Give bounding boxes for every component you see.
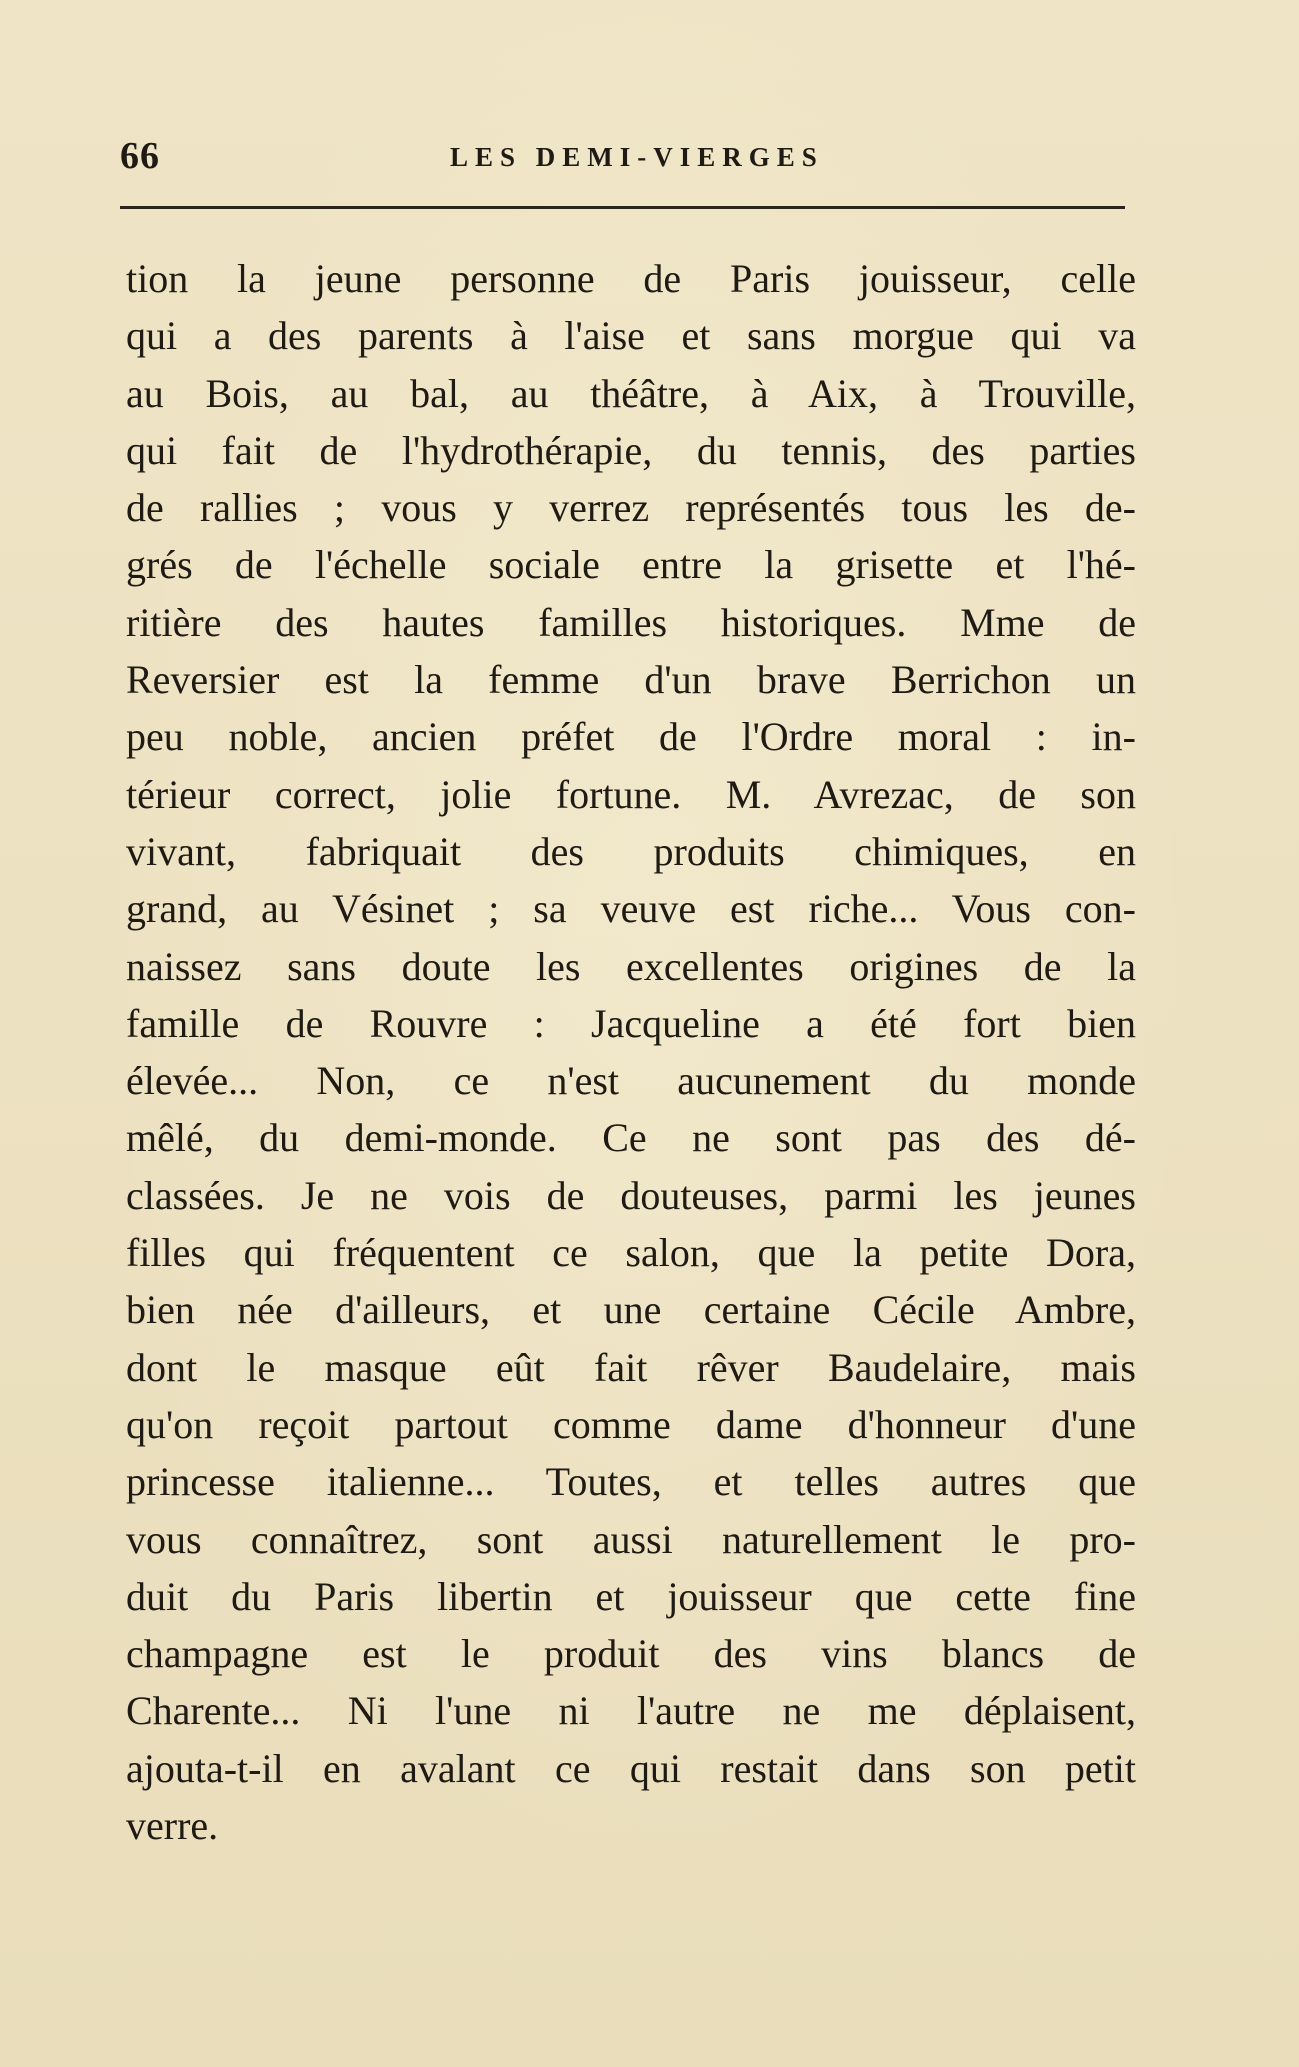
- text-line: qui fait de l'hydrothérapie, du tennis, des parties: [126, 427, 1136, 473]
- running-title: LES DEMI-VIERGES: [450, 142, 824, 172]
- text-line: élevée... Non, ce n'est aucunement du monde: [126, 1058, 1136, 1104]
- body-text: [126, 250, 1136, 1854]
- text-line: térieur correct, jolie fortune. M. Avrezac, de son: [126, 771, 1136, 817]
- text-line: ritière des hautes familles historiques. Mme de: [126, 599, 1136, 645]
- text-line: bien née d'ailleurs, et une certaine Cécile Ambre,: [126, 1287, 1136, 1333]
- text-line: au Bois, au bal, au théâtre, à Aix, à Trouville,: [126, 370, 1136, 416]
- text-line: qui a des parents à l'aise et sans morgue qui va: [126, 313, 1136, 359]
- text-line: princesse italienne... Toutes, et telles autres que: [126, 1459, 1136, 1505]
- text-line: tion la jeune personne de Paris jouisseur, celle: [126, 256, 1136, 301]
- text-line: de rallies ; vous y verrez représentés tous les de-: [126, 485, 1136, 531]
- text-line: grand, au Vésinet ; sa veuve est riche... Vous con-: [126, 886, 1136, 932]
- text-line: dont le masque eût fait rêver Baudelaire, mais: [126, 1344, 1136, 1390]
- text-line: naissez sans doute les excellentes origines de la: [126, 943, 1136, 989]
- text-line: mêlé, du demi-monde. Ce ne sont pas des dé-: [126, 1115, 1136, 1161]
- text-line: champagne est le produit des vins blancs de: [126, 1631, 1136, 1677]
- page-header: [120, 128, 1130, 188]
- text-line: verre.: [126, 1803, 219, 1849]
- text-line: grés de l'échelle sociale entre la grisette et l'hé-: [126, 542, 1136, 588]
- text-line: classées. Je ne vois de douteuses, parmi les jeunes: [126, 1172, 1136, 1218]
- text-line: qu'on reçoit partout comme dame d'honneur d'une: [126, 1401, 1136, 1447]
- text-line: vous connaîtrez, sont aussi naturellement le pro-: [126, 1516, 1136, 1562]
- text-line: filles qui fréquentent ce salon, que la petite Dora,: [126, 1230, 1136, 1276]
- text-line: ajouta-t-il en avalant ce qui restait dans son petit: [126, 1745, 1136, 1791]
- header-rule: [120, 206, 1125, 209]
- text-line: peu noble, ancien préfet de l'Ordre moral : in-: [126, 714, 1136, 760]
- text-line: Charente... Ni l'une ni l'autre ne me déplaisent,: [126, 1688, 1136, 1734]
- text-line: vivant, fabriquait des produits chimiques, en: [126, 828, 1136, 874]
- page-number: 66: [120, 135, 160, 177]
- text-line: Reversier est la femme d'un brave Berrichon un: [126, 657, 1136, 703]
- text-line: famille de Rouvre : Jacqueline a été fort bien: [126, 1000, 1136, 1046]
- text-line: duit du Paris libertin et jouisseur que cette fine: [126, 1573, 1136, 1619]
